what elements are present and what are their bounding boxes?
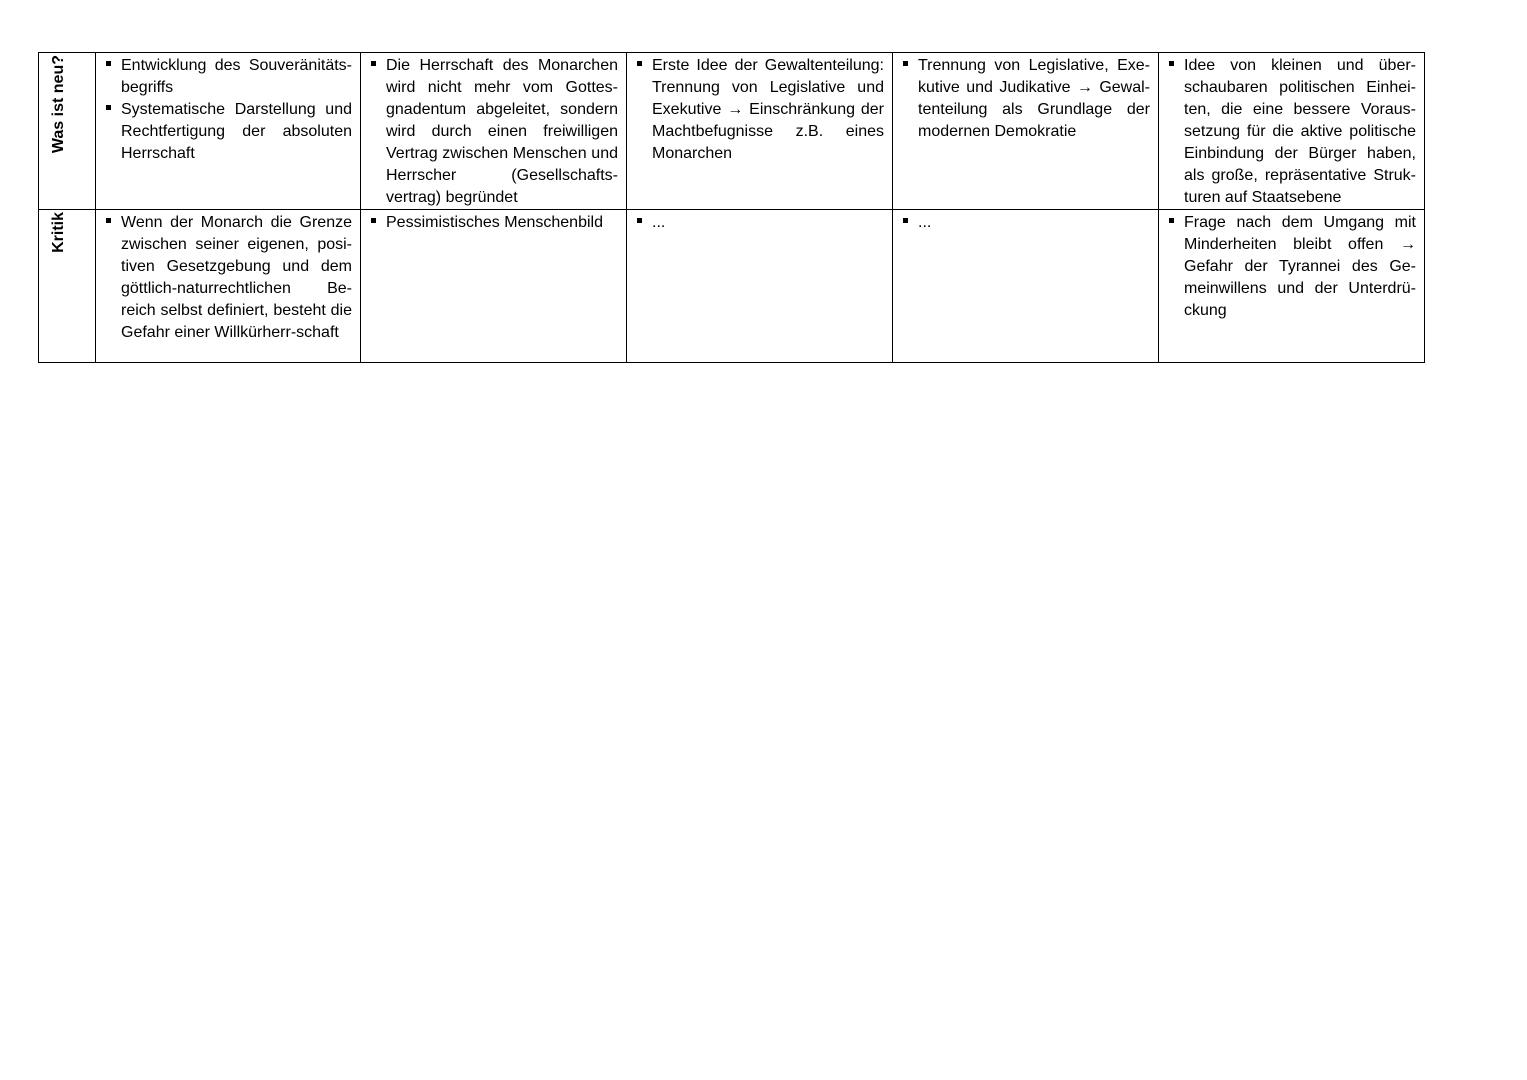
table-row-was-ist-neu: [39, 53, 1425, 210]
bullet-list: [637, 212, 884, 234]
table-cell: [96, 53, 361, 210]
bullet-list: [106, 55, 352, 165]
list-item: ...: [637, 212, 884, 234]
bullet-list: [1169, 212, 1416, 322]
table-cell: [361, 210, 627, 363]
row-header-cell: [39, 53, 96, 210]
list-item: Pessimistisches Menschenbild: [371, 212, 618, 234]
list-item: ...: [903, 212, 1150, 234]
list-item: Wenn der Monarch die Grenze zwischen seiner eigenen, posi-tiven Gesetzgebung und dem göttlich-naturrechtlichen Be-reich selbst definiert, besteht die Gefahr einer Willkürherr-schaft: [106, 212, 352, 344]
table-cell: [893, 53, 1159, 210]
list-item: Entwicklung des Souveränitäts-begriffs: [106, 55, 352, 99]
row-label-was-ist-neu: Was ist neu?: [50, 55, 67, 154]
table-cell: [361, 53, 627, 210]
table-cell: [893, 210, 1159, 363]
row-label-kritik: Kritik: [50, 212, 67, 253]
list-item: Frage nach dem Umgang mit Minderheiten bleibt offen → Gefahr der Tyrannei des Ge-meinwillens und der Unterdrü-ckung: [1169, 212, 1416, 322]
bullet-list: [371, 212, 618, 234]
bullet-list: [106, 212, 352, 344]
table-cell: [96, 210, 361, 363]
list-item: Trennung von Legislative, Exe-kutive und Judikative → Gewal-tenteilung als Grundlage der modernen Demokratie: [903, 55, 1150, 143]
bullet-list: [371, 55, 618, 209]
row-header-cell: [39, 210, 96, 363]
bullet-list: [1169, 55, 1416, 209]
list-item: Idee von kleinen und über-schaubaren politischen Einhei-ten, die eine bessere Voraus-setzung für die aktive politische Einbindung der Bürger haben, als große, repräsentative Struk-turen auf Staatsebene: [1169, 55, 1416, 209]
list-item: Systematische Darstellung und Rechtfertigung der absoluten Herrschaft: [106, 99, 352, 165]
table-cell: [627, 210, 893, 363]
bullet-list: [903, 212, 1150, 234]
bullet-list: [637, 55, 884, 165]
table-row-kritik: [39, 210, 1425, 363]
table-cell: [1159, 53, 1425, 210]
comparison-table: [38, 52, 1425, 363]
table-cell: [1159, 210, 1425, 363]
table-cell: [627, 53, 893, 210]
list-item: Die Herrschaft des Monarchen wird nicht mehr vom Gottes-gnadentum abgeleitet, sondern wird durch einen freiwilligen Vertrag zwischen Menschen und Herrscher (Gesellschafts-vertrag) begründet: [371, 55, 618, 209]
list-item: Erste Idee der Gewaltenteilung: Trennung von Legislative und Exekutive → Einschränkung der Machtbefugnisse z.B. eines Monarchen: [637, 55, 884, 165]
bullet-list: [903, 55, 1150, 143]
